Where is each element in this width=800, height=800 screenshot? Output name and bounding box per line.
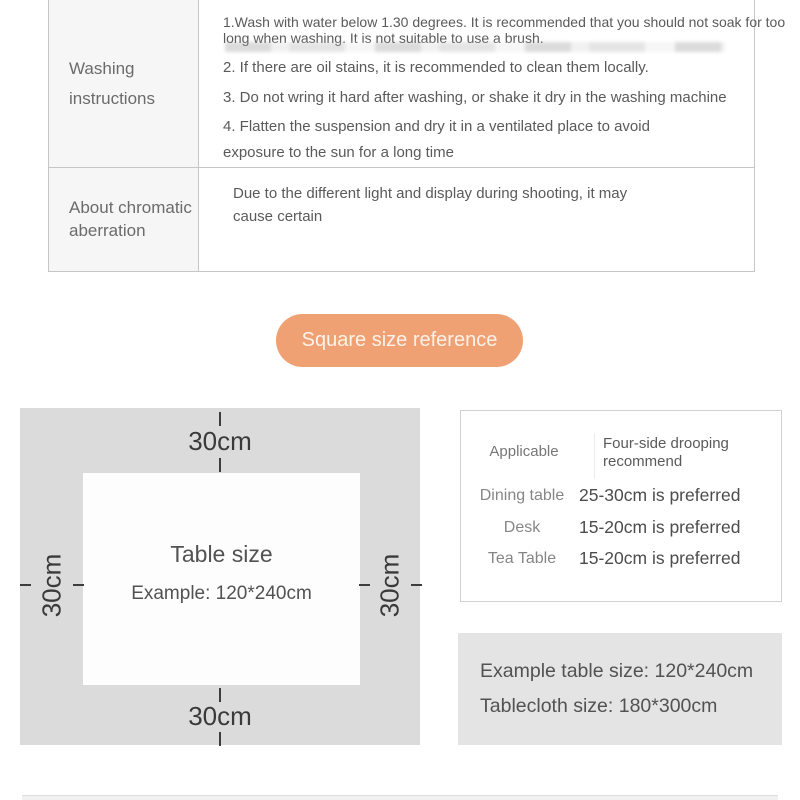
drooping-header-line2: recommend xyxy=(603,453,683,470)
row-teatable-label: Tea Table xyxy=(487,550,557,567)
example-table-size: Example table size: 120*240cm xyxy=(480,660,754,682)
pill-label: Square size reference xyxy=(301,329,498,351)
drooping-header xyxy=(603,435,773,471)
row-teatable-value: 15-20cm is preferred xyxy=(579,548,741,568)
header-divider xyxy=(594,433,595,479)
square-size-reference-pill xyxy=(276,314,523,367)
washing-label-line2: instructions xyxy=(69,89,155,108)
row-desk-label: Desk xyxy=(503,519,541,536)
drooping-header-line1: Four-side drooping xyxy=(603,435,729,452)
aberration-text-line1: Due to the different light and display during shooting, it may xyxy=(233,185,628,202)
left-dash-inner xyxy=(73,584,84,586)
table-size-box xyxy=(83,473,360,685)
row-dining-label: Dining table xyxy=(479,487,565,504)
example-size-box xyxy=(458,633,782,745)
washing-item-4-line1: 4. Flatten the suspension and dry it in a ventilated place to avoid xyxy=(223,118,650,135)
aberration-text-line2: cause certain xyxy=(233,208,323,225)
row-desk-value: 15-20cm is preferred xyxy=(579,517,741,537)
column-divider xyxy=(198,0,199,271)
aberration-label-line1: About chromatic xyxy=(69,198,192,217)
care-instructions-table xyxy=(48,0,786,272)
margin-top-label: 30cm xyxy=(188,426,252,456)
washing-item-4-line2: exposure to the sun for a long time xyxy=(223,144,454,161)
row-divider xyxy=(49,167,754,168)
margin-bottom-label: 30cm xyxy=(188,701,252,731)
table-size-label: Table size xyxy=(170,541,273,567)
aberration-label-line2: aberration xyxy=(69,221,146,240)
washing-item-3: 3. Do not wring it hard after washing, or shake it dry in the washing machine xyxy=(223,89,727,106)
washing-item-1-line2: long when washing. It is not suitable to use a brush. xyxy=(223,30,544,46)
margin-left-label: 30cm xyxy=(36,553,67,618)
drooping-recommend-table xyxy=(460,410,782,602)
margin-right-label: 30cm xyxy=(374,553,405,618)
row-dining-value: 25-30cm is preferred xyxy=(579,485,741,505)
size-diagram xyxy=(20,408,420,745)
bottom-dash-inner xyxy=(219,688,221,702)
washing-label-line1: Washing xyxy=(69,59,135,78)
bottom-section-band xyxy=(22,796,778,800)
faded-ghost-text xyxy=(225,42,725,52)
bottom-dash-outer xyxy=(219,732,221,746)
washing-item-2: 2. If there are oil stains, it is recommended to clean them locally. xyxy=(223,59,649,76)
top-dash-outer xyxy=(219,412,221,426)
washing-item-1-line1: 1.Wash with water below 1.30 degrees. It is recommended that you should not soak for too xyxy=(223,14,786,30)
top-dash-inner xyxy=(219,458,221,472)
table-example-label: Example: 120*240cm xyxy=(131,583,312,604)
example-tablecloth-size: Tablecloth size: 180*300cm xyxy=(480,695,718,717)
right-dash-outer xyxy=(411,584,422,586)
applicable-header: Applicable xyxy=(489,443,559,460)
right-dash-inner xyxy=(359,584,370,586)
left-dash-outer xyxy=(20,584,31,586)
